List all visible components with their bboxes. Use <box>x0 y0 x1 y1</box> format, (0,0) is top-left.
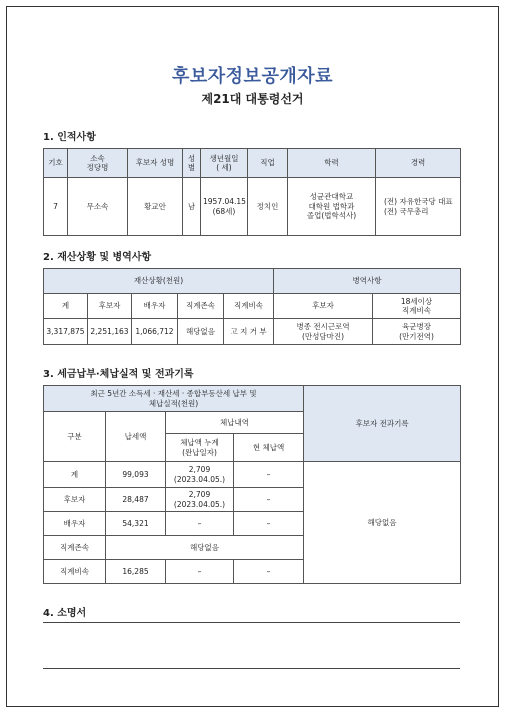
military-header-descendants: 18세이상 직계비속 <box>373 294 461 319</box>
tax-row-paid: 54,321 <box>106 512 166 536</box>
property-header-ascendants: 직계존속 <box>178 294 224 319</box>
property-spouse: 1,066,712 <box>132 319 178 345</box>
property-header-total: 계 <box>44 294 88 319</box>
tax-criminal-table <box>43 385 461 584</box>
property-military-table <box>43 268 461 345</box>
candidate-sex: 남 <box>183 178 201 236</box>
tax-row-paid: 16,285 <box>106 560 166 584</box>
tax-row-label: 직계비속 <box>44 560 106 584</box>
header-job: 직업 <box>248 149 288 178</box>
section-heading-statement: 4. 소명서 <box>43 608 87 619</box>
property-candidate: 2,251,163 <box>88 319 132 345</box>
section-heading-property: 2. 재산상황 및 병역사항 <box>43 252 152 263</box>
tax-header-arrears: 체납내역 <box>166 412 304 434</box>
military-candidate: 병종 전시근로역 (만성담마진) <box>274 319 373 345</box>
header-career: 경력 <box>376 149 461 178</box>
candidate-party: 무소속 <box>68 178 128 236</box>
tax-row-arrears-total: – <box>166 512 234 536</box>
header-name: 후보자 성명 <box>128 149 183 178</box>
property-header-candidate: 후보자 <box>88 294 132 319</box>
tax-header-arrears-current: 현 체납액 <box>234 434 304 462</box>
military-descendants: 육군병장 (만기전역) <box>373 319 461 345</box>
tax-row-arrears-total: – <box>166 560 234 584</box>
tax-row-label: 계 <box>44 462 106 488</box>
header-sex: 성별 <box>183 149 201 178</box>
candidate-job: 정치인 <box>248 178 288 236</box>
criminal-record-value: 해당없음 <box>304 462 461 584</box>
tax-row-label: 직계존속 <box>44 536 106 560</box>
tax-row-arrears-current: – <box>234 462 304 488</box>
tax-row-label: 후보자 <box>44 488 106 512</box>
candidate-name: 황교안 <box>128 178 183 236</box>
tax-header-paid: 납세액 <box>106 412 166 462</box>
tax-header-arrears-total: 체납액 누계 (완납일자) <box>166 434 234 462</box>
page-title: 후보자정보공개자료 <box>172 66 333 87</box>
tax-row-label: 배우자 <box>44 512 106 536</box>
tax-row-paid: 99,093 <box>106 462 166 488</box>
tax-row-merged: 해당없음 <box>106 536 304 560</box>
military-group-header: 병역사항 <box>274 269 461 294</box>
page-frame <box>6 6 499 707</box>
statement-top-rule <box>43 622 460 623</box>
criminal-record-header: 후보자 전과기록 <box>304 386 461 462</box>
candidate-career: (전) 자유한국당 대표 (전) 국무총리 <box>376 178 461 236</box>
property-group-header: 재산상황(천원) <box>44 269 274 294</box>
property-header-spouse: 배우자 <box>132 294 178 319</box>
section-heading-personal: 1. 인적사항 <box>43 132 96 143</box>
personal-info-table <box>43 148 461 236</box>
tax-row-arrears-current: – <box>234 488 304 512</box>
property-header-descendants: 직계비속 <box>224 294 274 319</box>
candidate-number: 7 <box>44 178 68 236</box>
header-number: 기호 <box>44 149 68 178</box>
tax-group-header: 최근 5년간 소득세 · 재산세 · 종합부동산세 납부 및 체납실적(천원) <box>44 386 304 412</box>
tax-row-arrears-total: 2,709 (2023.04.05.) <box>166 488 234 512</box>
tax-row-arrears-total: 2,709 (2023.04.05.) <box>166 462 234 488</box>
header-party: 소속 정당명 <box>68 149 128 178</box>
statement-bottom-rule <box>43 668 460 669</box>
property-descendants: 고 지 거 부 <box>224 319 274 345</box>
header-education: 학력 <box>288 149 376 178</box>
tax-row-arrears-current: – <box>234 512 304 536</box>
tax-row-paid: 28,487 <box>106 488 166 512</box>
candidate-birth: 1957.04.15 (68세) <box>201 178 248 236</box>
tax-row-arrears-current: – <box>234 560 304 584</box>
candidate-education: 성균관대학교 대학원 법학과 졸업(법학석사) <box>288 178 376 236</box>
property-total: 3,317,875 <box>44 319 88 345</box>
property-ascendants: 해당없음 <box>178 319 224 345</box>
header-birth: 생년월일 ( 세) <box>201 149 248 178</box>
tax-header-category: 구분 <box>44 412 106 462</box>
military-header-candidate: 후보자 <box>274 294 373 319</box>
section-heading-tax: 3. 세금납부·체납실적 및 전과기록 <box>43 369 194 380</box>
page-subtitle: 제21대 대통령선거 <box>201 92 304 106</box>
